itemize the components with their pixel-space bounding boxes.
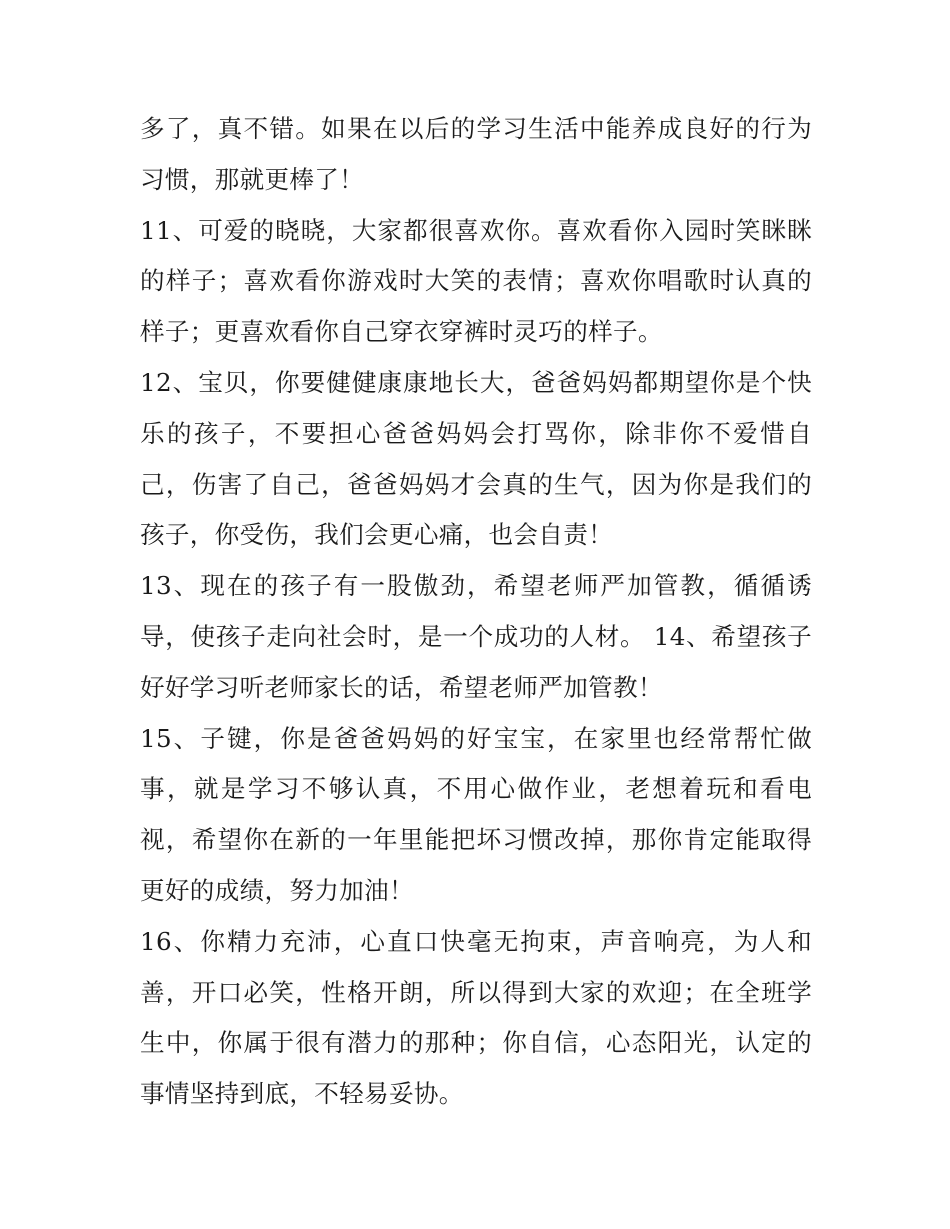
paragraph-item-16: 16、你精力充沛，心直口快毫无拘束，声音响亮，为人和善，开口必笑，性格开朗，所以得到大家的欢迎；在全班学生中，你属于很有潜力的那种；你自信，心态阳光，认定的事情坚持到底，不轻易妥协。 (140, 926, 812, 1109)
paragraph-item-15: 15、子键，你是爸爸妈妈的好宝宝，在家里也经常帮忙做事，就是学习不够认真，不用心做作业，老想着玩和看电视，希望你在新的一年里能把坏习惯改掉，那你肯定能取得更好的成绩，努力加油！ (140, 723, 812, 905)
paragraph-item-12: 12、宝贝，你要健健康康地长大，爸爸妈妈都期望你是个快乐的孩子，不要担心爸爸妈妈会打骂你，除非你不爱惜自己，伤害了自己，爸爸妈妈才会真的生气，因为你是我们的孩子，你受伤，我们会更心痛，也会自责！ (140, 367, 812, 550)
document-body (140, 104, 812, 1120)
paragraph-item-13-14: 13、现在的孩子有一股傲劲，希望老师严加管教，循循诱导，使孩子走向社会时，是一个成功的人材。 14、希望孩子好好学习听老师家长的话，希望老师严加管教！ (140, 571, 812, 702)
paragraph-item-11: 11、可爱的晓晓，大家都很喜欢你。喜欢看你入园时笑眯眯的样子；喜欢看你游戏时大笑的表情；喜欢你唱歌时认真的样子；更喜欢看你自己穿衣穿裤时灵巧的样子。 (140, 215, 812, 347)
paragraph-continuation: 多了，真不错。如果在以后的学习生活中能养成良好的行为习惯，那就更棒了！ (140, 114, 812, 194)
